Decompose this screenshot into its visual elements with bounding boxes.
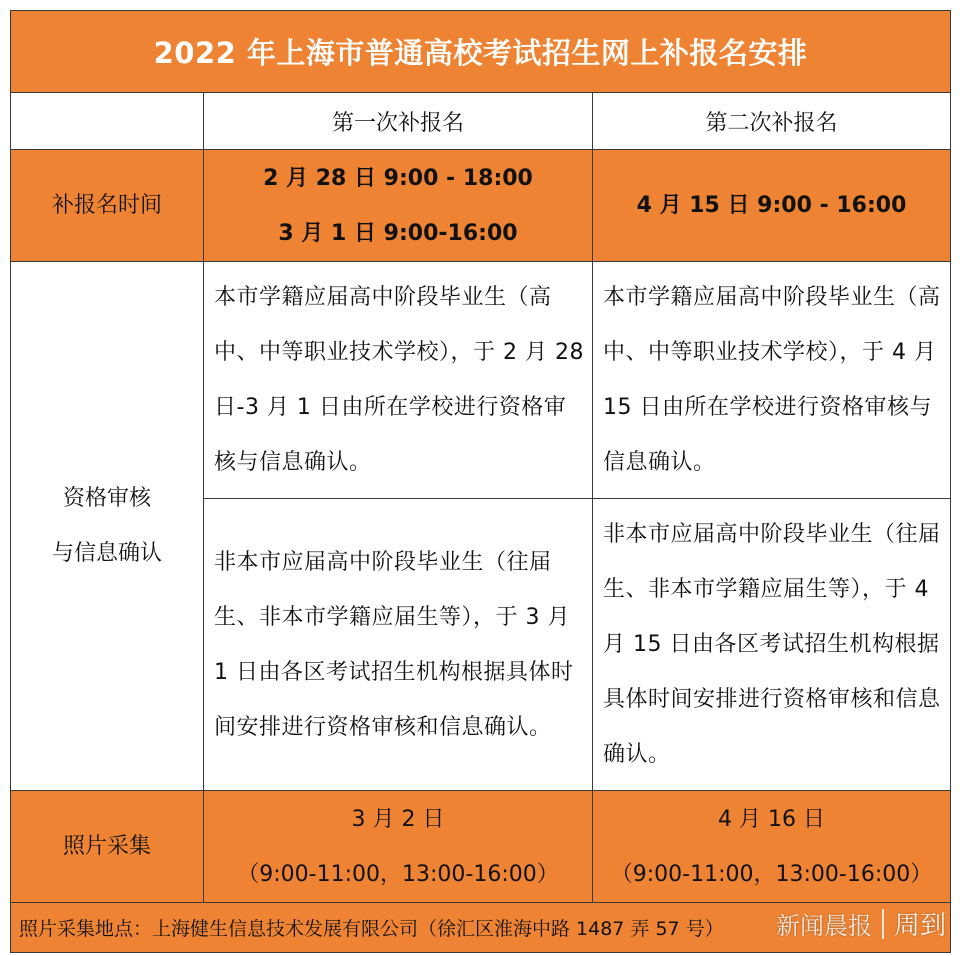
watermark-brand: 周到 bbox=[893, 911, 946, 941]
time-first-cell bbox=[204, 150, 593, 262]
header-first-round: 第一次补报名 bbox=[204, 93, 593, 150]
photo-first-cell bbox=[204, 791, 593, 903]
page-title: 2022 年上海市普通高校考试招生网上补报名安排 bbox=[11, 11, 951, 93]
photo-first-date: 3 月 2 日 bbox=[351, 806, 445, 832]
header-empty-cell bbox=[11, 93, 204, 150]
qualification-nonlocal-second: 非本市应届高中阶段毕业生（往届生、非本市学籍应届生等），于 4 月 15 日由各区考试招生机构根据具体时间安排进行资格审核和信息确认。 bbox=[593, 499, 951, 791]
qualification-label-line2: 与信息确认 bbox=[51, 541, 162, 566]
photo-second-cell bbox=[593, 791, 951, 903]
photo-second-date: 4 月 16 日 bbox=[718, 806, 825, 832]
watermark-logo: 新闻晨报 bbox=[775, 912, 872, 940]
photo-first-time: （9:00-11:00，13:00-16:00） bbox=[237, 861, 559, 887]
photo-label: 照片采集 bbox=[11, 791, 204, 903]
time-second-cell: 4 月 15 日 9:00 - 16:00 bbox=[593, 150, 951, 262]
qualification-nonlocal-first: 非本市应届高中阶段毕业生（往届生、非本市学籍应届生等），于 3 月 1 日由各区考试招生机构根据具体时间安排进行资格审核和信息确认。 bbox=[204, 499, 593, 791]
watermark-divider bbox=[882, 909, 884, 939]
qualification-local-first: 本市学籍应届高中阶段毕业生（高中、中等职业技术学校），于 2 月 28 日-3 月 1 日由所在学校进行资格审核与信息确认。 bbox=[204, 262, 593, 499]
photo-second-time: （9:00-11:00，13:00-16:00） bbox=[610, 861, 933, 887]
time-label: 补报名时间 bbox=[11, 150, 204, 262]
time-first-line2: 3 月 1 日 9:00-16:00 bbox=[278, 220, 518, 246]
qualification-label bbox=[11, 262, 204, 791]
header-second-round: 第二次补报名 bbox=[593, 93, 951, 150]
footer-note: 照片采集地点：上海健生信息技术发展有限公司（徐汇区淮海中路 1487 弄 57 号） bbox=[11, 903, 951, 953]
watermark bbox=[776, 905, 946, 942]
qualification-label-line1: 资格审核 bbox=[62, 486, 151, 511]
qualification-local-second: 本市学籍应届高中阶段毕业生（高中、中等职业技术学校），于 4 月 15 日由所在学校进行资格审核与信息确认。 bbox=[593, 262, 951, 499]
schedule-table bbox=[10, 10, 951, 953]
time-first-line1: 2 月 28 日 9:00 - 18:00 bbox=[263, 165, 533, 191]
